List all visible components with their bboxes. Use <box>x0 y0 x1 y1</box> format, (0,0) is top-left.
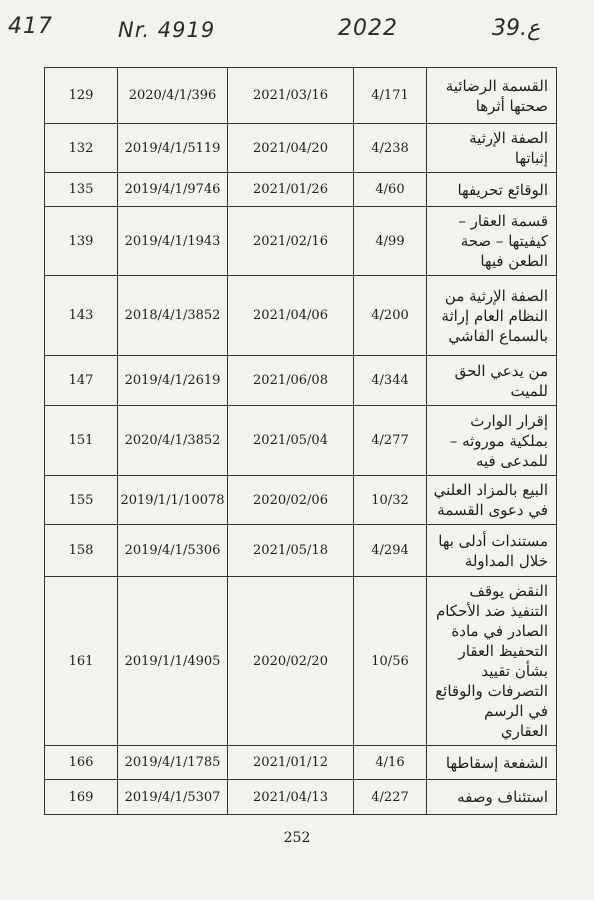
subject-cell: النقض يوقف التنفيذ ضد الأحكام الصادر في مادة التحفيظ العقار بشأن تقييد التصرفات والوقائع في الرسم العقاري <box>427 577 557 746</box>
page-cell: 143 <box>45 276 118 356</box>
table-row <box>45 746 557 780</box>
file-number-cell: 2019/4/1/2619 <box>118 356 228 406</box>
subject-cell: الصفة الإرثية من النظام العام إراثة بالسماع الفاشي <box>427 276 557 356</box>
table-row <box>45 207 557 276</box>
file-number-cell: 2019/4/1/9746 <box>118 173 228 207</box>
file-number-cell: 2018/4/1/3852 <box>118 276 228 356</box>
page-cell: 151 <box>45 406 118 476</box>
table-row <box>45 525 557 577</box>
page-cell: 129 <box>45 68 118 124</box>
table-row <box>45 356 557 406</box>
date-cell: 2021/06/08 <box>228 356 354 406</box>
date-cell: 2020/02/06 <box>228 476 354 525</box>
file-number-cell: 2019/4/1/1785 <box>118 746 228 780</box>
decision-number-cell: 4/294 <box>354 525 427 577</box>
table-row <box>45 476 557 525</box>
file-number-cell: 2019/4/1/5119 <box>118 124 228 173</box>
subject-cell: من يدعي الحق للميت <box>427 356 557 406</box>
subject-cell: الوقائع تحريفها <box>427 173 557 207</box>
subject-cell: استئناف وصفه <box>427 780 557 815</box>
decision-number-cell: 4/16 <box>354 746 427 780</box>
date-cell: 2021/04/06 <box>228 276 354 356</box>
decision-number-cell: 10/32 <box>354 476 427 525</box>
handwritten-reference: Nr. 4919 <box>118 18 216 42</box>
file-number-cell: 2019/4/1/5307 <box>118 780 228 815</box>
page-cell: 169 <box>45 780 118 815</box>
file-number-cell: 2019/4/1/1943 <box>118 207 228 276</box>
decision-number-cell: 10/56 <box>354 577 427 746</box>
date-cell: 2020/02/20 <box>228 577 354 746</box>
date-cell: 2021/04/20 <box>228 124 354 173</box>
table-row <box>45 406 557 476</box>
subject-cell: إقرار الوارث بملكية موروثه – للمدعى فيه <box>427 406 557 476</box>
table-row <box>45 124 557 173</box>
file-number-cell: 2020/4/1/396 <box>118 68 228 124</box>
decision-number-cell: 4/99 <box>354 207 427 276</box>
subject-cell: مستندات أدلى بها خلال المداولة <box>427 525 557 577</box>
file-number-cell: 2020/4/1/3852 <box>118 406 228 476</box>
file-number-cell: 2019/4/1/5306 <box>118 525 228 577</box>
page-cell: 155 <box>45 476 118 525</box>
page-cell: 158 <box>45 525 118 577</box>
subject-cell: القسمة الرضائية صحتها أثرها <box>427 68 557 124</box>
date-cell: 2021/02/16 <box>228 207 354 276</box>
date-cell: 2021/05/04 <box>228 406 354 476</box>
table-row <box>45 68 557 124</box>
page-cell: 132 <box>45 124 118 173</box>
date-cell: 2021/01/26 <box>228 173 354 207</box>
handwritten-left-number: 417 <box>8 14 53 39</box>
table-row <box>45 173 557 207</box>
decision-number-cell: 4/238 <box>354 124 427 173</box>
date-cell: 2021/03/16 <box>228 68 354 124</box>
table-row <box>45 577 557 746</box>
decision-number-cell: 4/171 <box>354 68 427 124</box>
decision-number-cell: 4/200 <box>354 276 427 356</box>
table-row <box>45 780 557 815</box>
decision-number-cell: 4/277 <box>354 406 427 476</box>
subject-cell: البيع بالمزاد العلني في دعوى القسمة <box>427 476 557 525</box>
file-number-cell: 2019/1/1/10078 <box>118 476 228 525</box>
table-row <box>45 276 557 356</box>
page-cell: 161 <box>45 577 118 746</box>
index-table <box>44 67 557 815</box>
subject-cell: قسمة العقار – كيفيتها – صحة الطعن فيها <box>427 207 557 276</box>
page-number: 252 <box>283 830 311 846</box>
subject-cell: الشفعة إسقاطها <box>427 746 557 780</box>
page-cell: 166 <box>45 746 118 780</box>
date-cell: 2021/04/13 <box>228 780 354 815</box>
subject-cell: الصفة الإرثية إثباتها <box>427 124 557 173</box>
page-cell: 147 <box>45 356 118 406</box>
handwritten-year: 2022 <box>338 16 398 41</box>
decision-number-cell: 4/344 <box>354 356 427 406</box>
date-cell: 2021/05/18 <box>228 525 354 577</box>
decision-number-cell: 4/227 <box>354 780 427 815</box>
file-number-cell: 2019/1/1/4905 <box>118 577 228 746</box>
handwritten-right-code: 39.ع <box>492 16 541 41</box>
index-table-body <box>45 68 557 815</box>
date-cell: 2021/01/12 <box>228 746 354 780</box>
decision-number-cell: 4/60 <box>354 173 427 207</box>
page-cell: 139 <box>45 207 118 276</box>
page-cell: 135 <box>45 173 118 207</box>
